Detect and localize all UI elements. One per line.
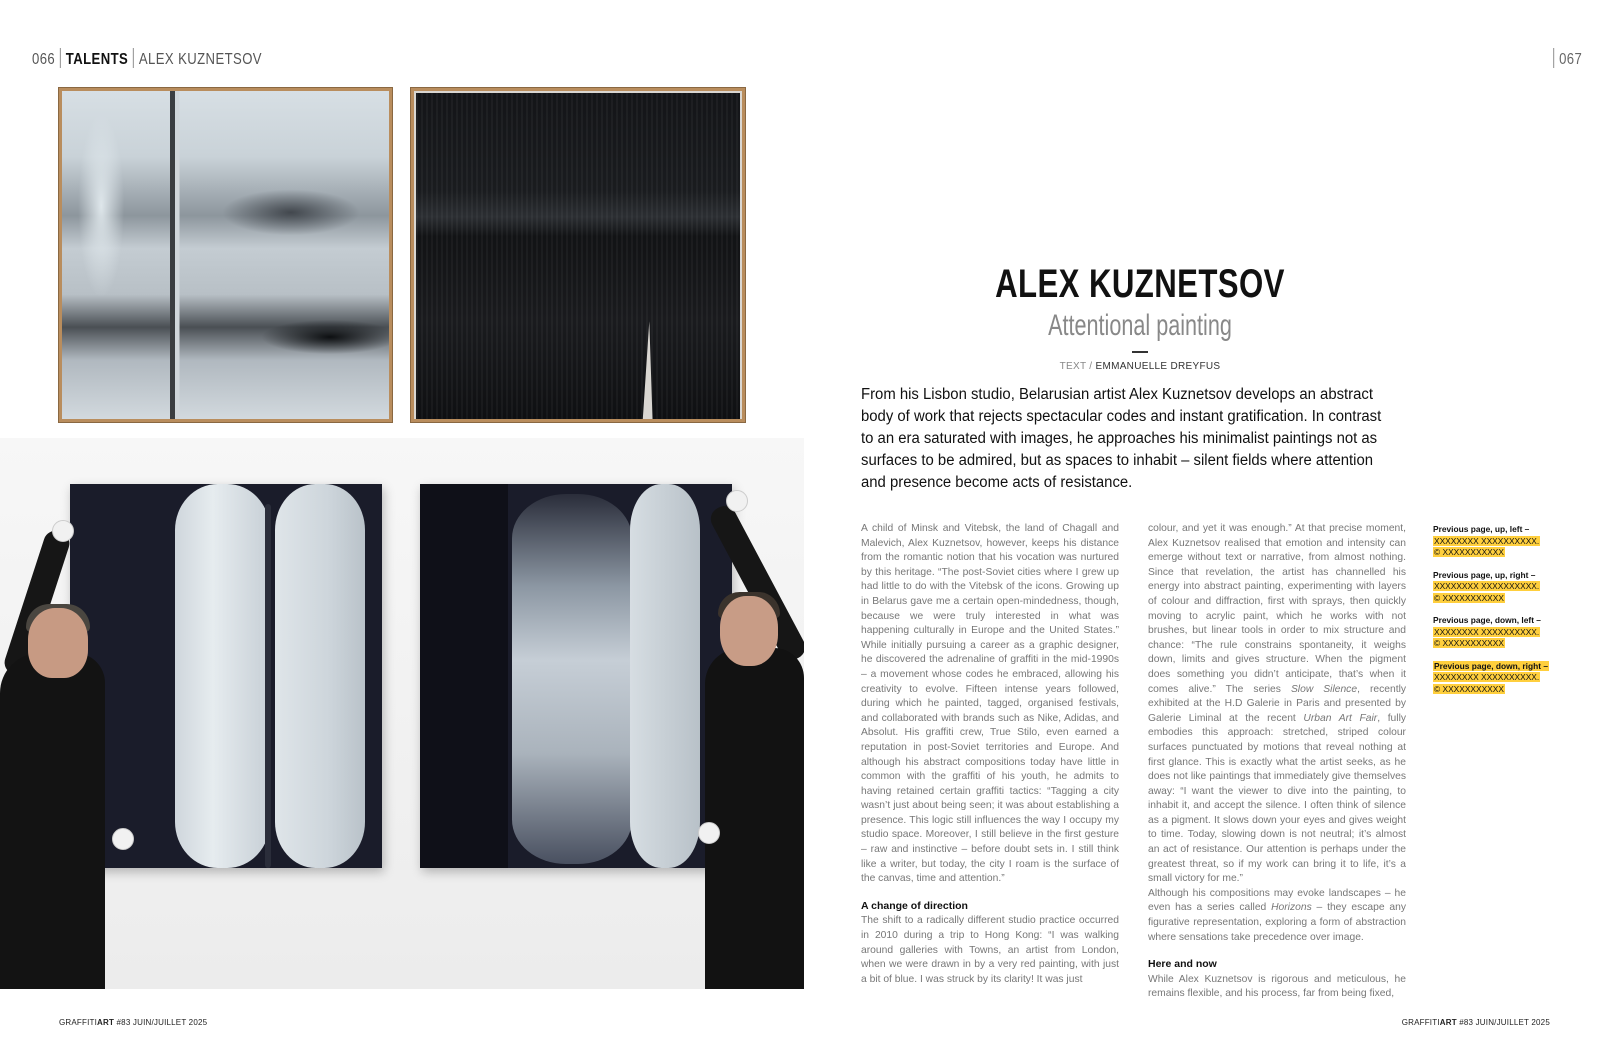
fair-name: Urban Art Fair [1303, 712, 1378, 724]
torso [0, 653, 105, 989]
body-column-2 [1148, 522, 1406, 1002]
folio-divider [133, 48, 134, 68]
paint-stroke [275, 484, 365, 868]
caption-placeholder: XXXXXXXX XXXXXXXXXX. [1434, 535, 1540, 546]
caption-title: Previous page, up, right – [1433, 569, 1536, 580]
canvas-right [420, 484, 732, 868]
article-title: ALEX KUZNETSOV [995, 262, 1285, 306]
image-captions [1433, 524, 1561, 706]
caption-placeholder: XXXXXXXX XXXXXXXXXX. [1434, 581, 1540, 591]
footer-left [59, 1018, 207, 1027]
canvas-left [70, 484, 382, 868]
folio-left [32, 48, 262, 69]
title-rule [1132, 351, 1148, 353]
caption-copyright: © XXXXXXXXXXX [1434, 547, 1504, 557]
caption-copyright: © XXXXXXXXXXX [1434, 683, 1504, 694]
caption [1433, 570, 1561, 605]
footer-brand-bold: ART [1439, 1018, 1457, 1027]
author-credit [840, 361, 1440, 372]
paint-stroke [420, 484, 508, 868]
footer-brand: GRAFFITI [1401, 1018, 1440, 1027]
subheading: Here and now [1148, 958, 1217, 971]
folio-artist: ALEX KUZNETSOV [138, 51, 262, 68]
caption-placeholder: XXXXXXXX XXXXXXXXXX. [1434, 626, 1540, 637]
paragraph: While Alex Kuznetsov is rigorous and meticulous, he remains flexible, and his process, far from being fixed, [1148, 973, 1406, 1000]
caption-title: Previous page, down, right – [1434, 660, 1549, 671]
paint-stroke [512, 494, 632, 864]
text-run: – they escape any figurative representation, exploring a form of abstraction where sensations take precedence over image. [1148, 902, 1406, 943]
paint-stroke [265, 504, 271, 868]
folio-divider [1553, 48, 1554, 68]
painting-black-abstract [411, 88, 745, 422]
folio-right [1553, 48, 1582, 69]
text-run: colour, and yet it was enough.” At that precise moment, Alex Kuznetsov realised that emotion and intensity can emerge without text or narrative, from almost nothing. Since that revelation, the artist has channelled his energy into abstract painting, experimenting with layers of colour and diffraction, first with sprays, then quickly moving to acrylic paint, which he works with not brushes, but linear tools in order to mix structure and chance: “The rule constrains spontaneity, it weighs down, limits and gives structure. When the pigment does something you didn’t anticipate, that’s when it comes alive.” The series [1148, 523, 1406, 695]
paint-stroke [630, 484, 700, 868]
article-subtitle: Attentional painting [1048, 309, 1232, 342]
painting-grey-abstract [59, 88, 392, 422]
caption [1433, 661, 1561, 696]
credit-author: EMMANUELLE DREYFUS [1095, 361, 1221, 372]
footer-issue: #83 JUIN/JUILLET 2025 [1456, 1018, 1550, 1027]
text-run: , fully embodies this approach: stretched, striped colour surfaces punctuated by motions that reveal nothing at first glance. This is exactly what the artist seeks, as he does not like paintings that immediately give themselves away: “I want the viewer to dive into the painting, to inhabit it, and accept the silence. I often think of silence as a pigment. It slows down your eyes and gives weight to time. Today, slowing down is not neutral; it’s almost an act of resistance. Our attention is perhaps under the greatest threat, so if my work can bring it to life, it’s a small victory for me.” [1148, 712, 1407, 885]
torso [705, 648, 804, 989]
paragraph: A child of Minsk and Vitebsk, the land of Chagall and Malevich, Alex Kuznetsov, however, keeps his distance from the romantic notion that his vocation was nurtured by this heritage. “The post-Soviet cities where I grew up had little to do with the Vitebsk of the icons. Growing up in Belarus gave me a certain open-mindedness, though, because we were truly interested in what was happening culturally in Europe and the United States.” While initially pursuing a career as a graphic designer, he discovered the adrenaline of graffiti in the mid-1990s – a movement whose codes he embraced, allowing his creativity to evolve. Fifteen intense years followed, during which he painted, tagged, organised festivals, and collaborated with brands such as Nike, Adidas, and Absolut. His graffiti crew, True Stilo, even earned a reputation in post-Soviet territories and Europe. And although his abstract compositions today have little in common with the graffiti of his youth, he admits to having retained certain graffiti tactics: “Tagging a city wasn’t just about being seen; it was about establishing a presence. This logic still influences the way I occupy my studio space. Moreover, I still believe in the first gesture – raw and instinctive – before doubt sets in. I still think like a writer, but today, the city I roam is the surface of the canvas, time and attention.” [861, 523, 1119, 885]
paragraph [1148, 887, 1406, 945]
page-number-left: 066 [32, 51, 56, 68]
caption-placeholder: XXXXXXXX XXXXXXXXXX. [1434, 672, 1540, 682]
text-run: , recently exhibited at the H.D Galerie in Paris and presented by Galerie Liminal at the recent [1148, 683, 1407, 724]
subheading: A change of direction [861, 899, 968, 912]
series-title: Slow Silence [1290, 683, 1358, 695]
head [28, 608, 88, 678]
caption [1433, 615, 1561, 650]
glove-icon [726, 490, 748, 512]
caption-title: Previous page, down, left – [1433, 615, 1541, 625]
caption-copyright: © XXXXXXXXXXX [1434, 638, 1504, 648]
credit-separator: / [1089, 361, 1093, 372]
footer-brand: GRAFFITI [59, 1018, 98, 1027]
installation-photo [0, 438, 804, 989]
caption [1433, 524, 1561, 559]
credit-label: TEXT [1059, 361, 1087, 372]
footer-right [1402, 1018, 1550, 1027]
paint-stroke [175, 484, 270, 868]
standfirst: From his Lisbon studio, Belarusian artist Alex Kuznetsov develops an abstract body of work that rejects spectacular codes and instant gratification. In contrast to an era saturated with images, he approaches his minimalist paintings not as surfaces to be admired, but as spaces to inhabit – silent fields where attention and presence become acts of resistance. [861, 386, 1382, 491]
footer-brand-bold: ART [97, 1018, 115, 1027]
paragraph [1148, 522, 1406, 887]
head [720, 596, 778, 666]
glove-icon [52, 520, 74, 542]
section-label: TALENTS [65, 51, 129, 68]
caption-copyright: © XXXXXXXXXXX [1434, 592, 1504, 603]
glove-icon [698, 822, 720, 844]
folio-divider [60, 48, 61, 68]
painting-ink-field [416, 93, 740, 419]
glove-icon [112, 828, 134, 850]
page-number-right: 067 [1558, 51, 1582, 68]
series-title: Horizons [1271, 902, 1312, 914]
paragraph: The shift to a radically different studio practice occurred in 2010 during a trip to Hong Kong: “I was walking around galleries with Towns, an artist from London, when we were drawn in by a very red painting, with just a bit of blue. I was struck by its clarity! It was just [861, 915, 1119, 985]
body-column-1 [861, 522, 1119, 987]
article-header [840, 262, 1440, 372]
footer-issue: #83 JUIN/JUILLET 2025 [114, 1018, 208, 1027]
caption-title: Previous page, up, left – [1433, 524, 1530, 534]
text-run: Although his compositions may evoke landscapes – he even has a series called [1148, 887, 1406, 914]
